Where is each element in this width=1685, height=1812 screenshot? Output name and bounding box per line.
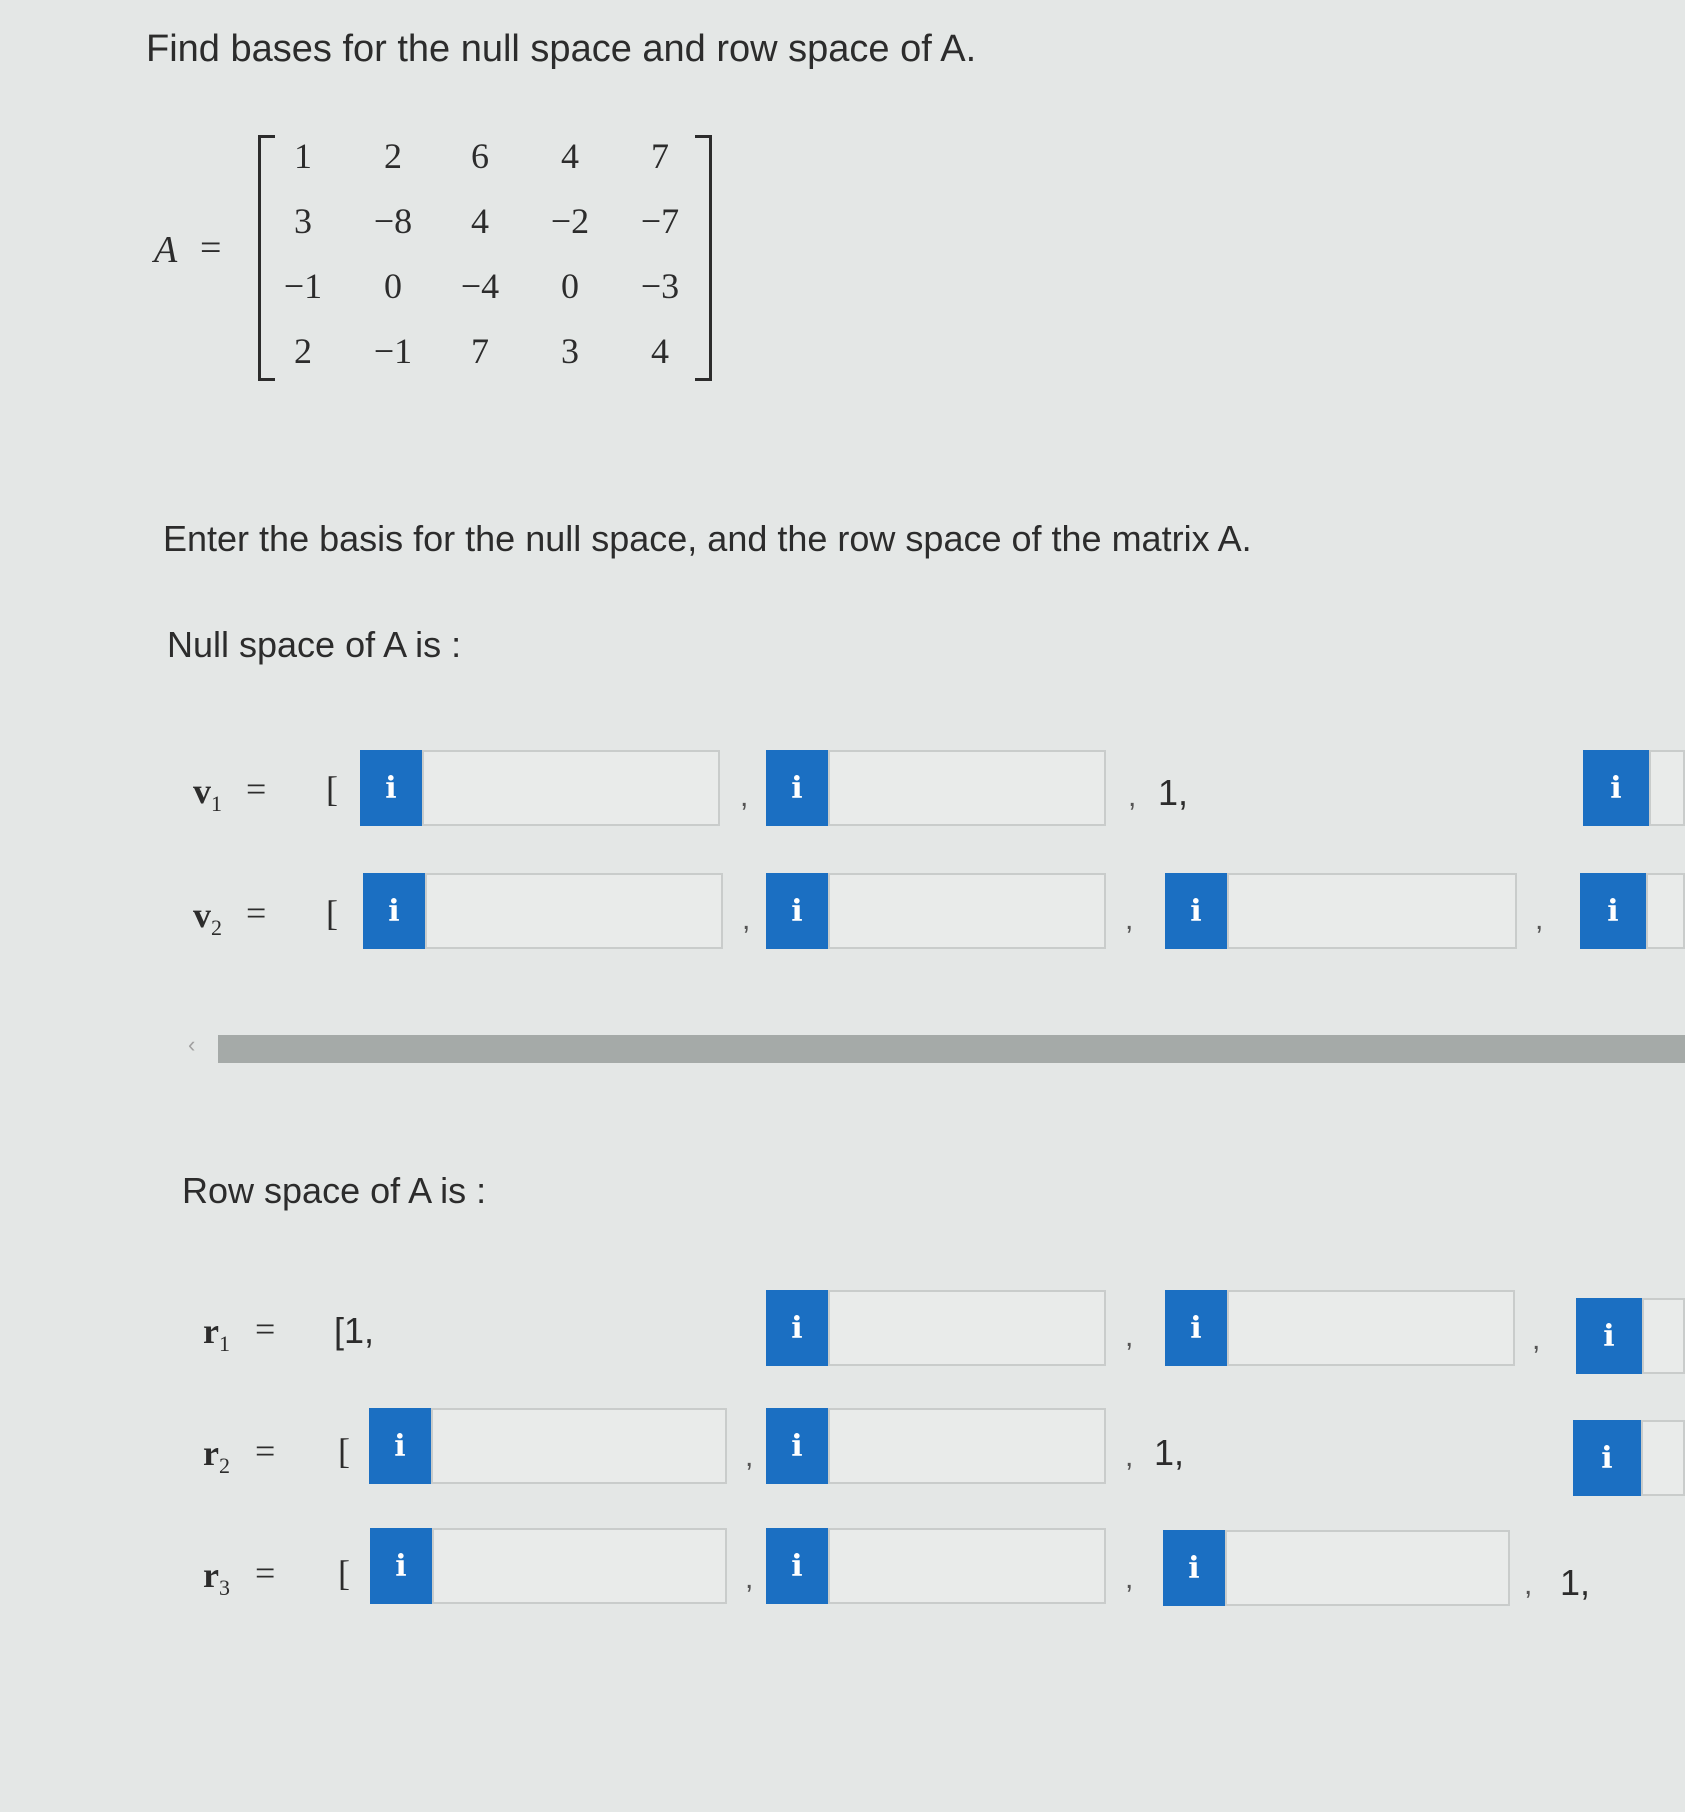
comma-separator: , xyxy=(1125,903,1134,936)
comma-separator: , xyxy=(745,1440,754,1473)
r2-equals: = xyxy=(255,1431,276,1471)
info-icon[interactable]: i xyxy=(370,1528,432,1604)
matrix-name: A xyxy=(154,229,178,271)
r1-equals: = xyxy=(255,1309,276,1349)
v2-component-1-input[interactable] xyxy=(425,873,723,949)
v1-component-4-input[interactable] xyxy=(1649,750,1685,826)
r2-open-bracket: [ xyxy=(338,1431,350,1471)
comma-separator: , xyxy=(745,1562,754,1595)
info-icon[interactable]: i xyxy=(1165,1290,1227,1366)
v1-equals: = xyxy=(246,769,267,809)
r3-component-1-input[interactable] xyxy=(432,1528,727,1604)
v1-fixed-value: 1, xyxy=(1158,772,1189,813)
matrix-cell: 2 xyxy=(294,331,312,371)
matrix-cell: 6 xyxy=(471,136,489,176)
r2-label: $r_2$ xyxy=(203,1433,230,1479)
matrix-cell: −1 xyxy=(283,266,323,306)
v2-open-bracket: [ xyxy=(326,893,338,933)
comma-separator: , xyxy=(740,780,749,813)
info-icon[interactable]: i xyxy=(360,750,422,826)
r3-fixed-value: 1, xyxy=(1560,1562,1591,1603)
comma-separator: , xyxy=(1125,1320,1134,1353)
r3-component-2-input[interactable] xyxy=(828,1528,1106,1604)
info-icon[interactable]: i xyxy=(369,1408,431,1484)
matrix-cell: 1 xyxy=(294,136,312,176)
info-icon[interactable]: i xyxy=(766,873,828,949)
info-icon[interactable]: i xyxy=(766,1408,828,1484)
matrix-cell: 4 xyxy=(561,136,579,176)
info-icon[interactable]: i xyxy=(1583,750,1649,826)
r1-fixed-value: [1, xyxy=(334,1310,375,1351)
matrix-cell: 3 xyxy=(561,331,579,371)
v2-equals: = xyxy=(246,893,267,933)
r1-component-2-input[interactable] xyxy=(828,1290,1106,1366)
matrix-cell: −2 xyxy=(550,201,590,241)
v2-component-4-input[interactable] xyxy=(1646,873,1685,949)
info-icon[interactable]: i xyxy=(766,750,828,826)
info-icon[interactable]: i xyxy=(363,873,425,949)
info-icon[interactable]: i xyxy=(1163,1530,1225,1606)
matrix-cell: 0 xyxy=(384,266,402,306)
comma-separator: , xyxy=(1128,780,1137,813)
comma-separator: , xyxy=(1125,1562,1134,1595)
matrix-cell: 2 xyxy=(384,136,402,176)
v2-component-2-input[interactable] xyxy=(828,873,1106,949)
matrix-cell: −8 xyxy=(373,201,413,241)
row-space-label: Row space of A is : xyxy=(182,1170,487,1211)
v1-component-1-input[interactable] xyxy=(422,750,720,826)
matrix-cell: −1 xyxy=(373,331,413,371)
r3-component-3-input[interactable] xyxy=(1225,1530,1510,1606)
v1-label: $v_1$ xyxy=(193,771,222,817)
matrix-cell: −3 xyxy=(640,266,680,306)
r3-label: $r_3$ xyxy=(203,1555,230,1601)
question-title: Find bases for the null space and row space of A. xyxy=(146,28,977,70)
r1-component-4-input[interactable] xyxy=(1642,1298,1685,1374)
r1-label: $r_1$ xyxy=(203,1311,230,1357)
r3-equals: = xyxy=(255,1553,276,1593)
matrix-equals: = xyxy=(200,227,222,269)
r2-component-1-input[interactable] xyxy=(431,1408,727,1484)
comma-separator: , xyxy=(1535,903,1544,936)
r2-component-4-input[interactable] xyxy=(1641,1420,1685,1496)
v2-label: $v_2$ xyxy=(193,895,222,941)
matrix-cell: −4 xyxy=(460,266,500,306)
matrix-cell: 4 xyxy=(651,331,669,371)
info-icon[interactable]: i xyxy=(766,1528,828,1604)
r1-component-3-input[interactable] xyxy=(1227,1290,1515,1366)
matrix-cell: 4 xyxy=(471,201,489,241)
info-icon[interactable]: i xyxy=(1573,1420,1641,1496)
comma-separator: , xyxy=(1532,1323,1541,1356)
matrix-cell: 7 xyxy=(651,136,669,176)
comma-separator: , xyxy=(1125,1440,1134,1473)
scroll-left-arrow-icon[interactable]: ‹ xyxy=(188,1032,196,1057)
matrix-cell: 0 xyxy=(561,266,579,306)
v1-component-2-input[interactable] xyxy=(828,750,1106,826)
horizontal-scrollbar[interactable] xyxy=(218,1035,1685,1063)
v2-component-3-input[interactable] xyxy=(1227,873,1517,949)
info-icon[interactable]: i xyxy=(766,1290,828,1366)
null-space-label: Null space of A is : xyxy=(167,624,462,665)
matrix-cell: 3 xyxy=(294,201,312,241)
info-icon[interactable]: i xyxy=(1165,873,1227,949)
r2-component-2-input[interactable] xyxy=(828,1408,1106,1484)
matrix-cell: −7 xyxy=(640,201,680,241)
r2-fixed-value: 1, xyxy=(1154,1432,1185,1473)
info-icon[interactable]: i xyxy=(1580,873,1646,949)
comma-separator: , xyxy=(742,903,751,936)
comma-separator: , xyxy=(1524,1568,1533,1601)
instruction-text: Enter the basis for the null space, and the row space of the matrix A. xyxy=(163,518,1252,559)
r3-open-bracket: [ xyxy=(338,1553,350,1593)
info-icon[interactable]: i xyxy=(1576,1298,1642,1374)
v1-open-bracket: [ xyxy=(326,769,338,809)
matrix-cell: 7 xyxy=(471,331,489,371)
